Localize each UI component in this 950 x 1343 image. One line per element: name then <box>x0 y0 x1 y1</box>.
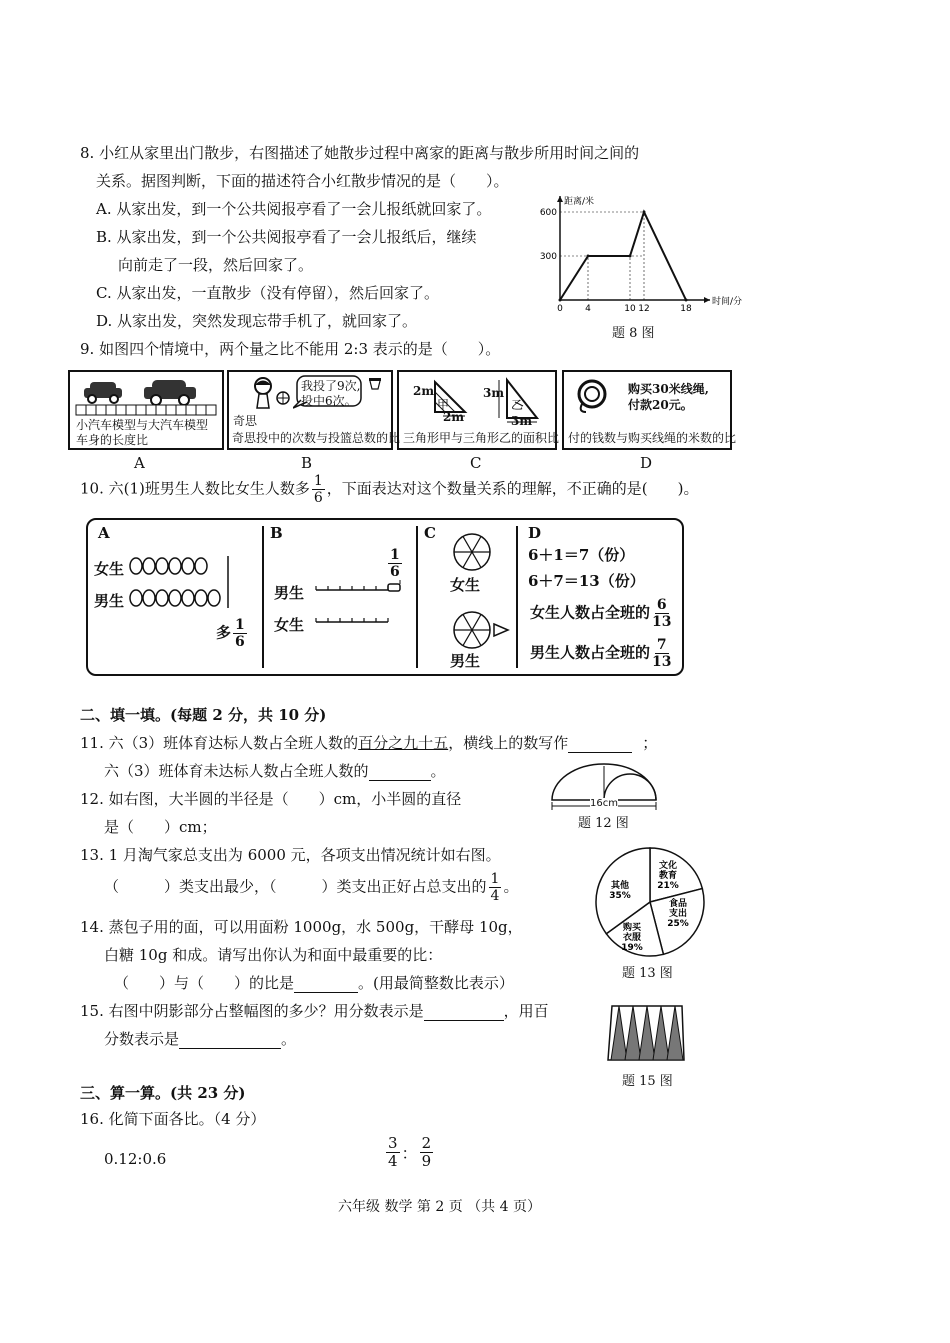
q9-box-d-text2: 付款20元。 <box>628 398 693 412</box>
q13-line2-text: （ ）类支出最少，（ ）类支出正好占总支出的 <box>104 877 487 896</box>
ruler-cell <box>146 405 156 415</box>
q15-line2-a: 分数表示是 <box>104 1030 180 1048</box>
ruler-cell <box>106 405 116 415</box>
q9-letter-c: C <box>470 454 482 472</box>
q16-frac1-num: 3 <box>388 1134 398 1152</box>
q8-option-b-line1: B. 从家出发，到一个公共阅报亭看了一会儿报纸后，继续 <box>96 228 477 246</box>
q9-box-b-bubble2: 投中6次。 <box>301 394 357 408</box>
ruler-cell <box>136 405 146 415</box>
data-point-2 <box>629 255 632 258</box>
pie-label-percent: 19% <box>621 943 643 953</box>
q16-frac1-den: 4 <box>388 1152 398 1170</box>
ruler-cell <box>196 405 206 415</box>
q9-box-c-caption: 三角形甲与三角形乙的面积比 <box>403 431 560 445</box>
q15-line1-b: ，用百 <box>503 1002 549 1020</box>
q12-dimension-label: 16cm <box>590 798 618 809</box>
q15-line2 <box>104 1028 296 1049</box>
q16-frac2-num: 2 <box>421 1134 432 1152</box>
q9-box-b-bubble1: 我投了9次, <box>301 379 361 393</box>
q9-box-c-yi: 乙 <box>511 398 524 412</box>
q11-line1-c: ； <box>642 734 658 752</box>
ruler-cell <box>156 405 166 415</box>
q10-fraction <box>312 474 325 505</box>
q10-stem-post: ，下面表达对这个数量关系的理解，不正确的是( )。 <box>326 479 699 498</box>
q10-divider-3 <box>516 526 518 668</box>
q10-c-boys-label: 男生 <box>450 652 481 670</box>
q10-stem-pre: 10. 六(1)班男生人数比女生人数多 <box>80 479 310 498</box>
x-tick-18: 18 <box>680 304 692 314</box>
q10-d-frac4-num: 7 <box>656 637 667 653</box>
q8-option-b-line2: 向前走了一段，然后回家了。 <box>118 256 314 274</box>
q13-fraction <box>489 872 502 903</box>
q10-b-letter: B <box>270 524 283 542</box>
q10-d-line2: 6＋7＝13（份） <box>528 572 645 590</box>
girl-circle <box>143 558 155 574</box>
q10-b-frac-num: 1 <box>390 547 400 563</box>
q10-d-frac4 <box>652 638 671 669</box>
q10-options-box <box>86 518 684 676</box>
q13-caption: 题 13 图 <box>622 966 673 981</box>
q12-caption: 题 12 图 <box>578 816 629 831</box>
q9-box-b-caption: 奇思投中的次数与投篮总数的比 <box>232 431 401 445</box>
q9-box-b-name: 奇思 <box>233 414 258 428</box>
x-tick-10: 10 <box>624 304 636 314</box>
x-axis-label: 时间/分 <box>712 297 743 307</box>
y-tick-300: 300 <box>539 252 557 262</box>
q10-stem <box>80 474 699 505</box>
pie-label-percent: 25% <box>667 919 689 929</box>
q10-d-line4 <box>530 638 674 669</box>
q9-box-a <box>68 370 224 450</box>
boy-circle <box>156 590 168 606</box>
q9-letter-d: D <box>640 454 653 472</box>
q10-a-fraction <box>233 618 247 649</box>
y-axis-arrow <box>557 196 563 202</box>
q16-expr2 <box>384 1136 435 1169</box>
section2-title: 二、填一填。(每题 2 分，共 10 分) <box>80 706 327 724</box>
q9-box-c <box>397 370 560 450</box>
q9-box-c-len4: 3m <box>511 414 533 428</box>
boy-circle <box>130 590 142 606</box>
ruler-cell <box>176 405 186 415</box>
ruler-cell <box>126 405 136 415</box>
pie-label-name1: 文化 <box>658 861 678 871</box>
ruler-cell <box>76 405 86 415</box>
q15-line1 <box>80 1000 549 1021</box>
ruler-cell <box>116 405 126 415</box>
q8-line-chart <box>538 192 743 317</box>
q9-box-c-len1: 2m <box>413 384 435 398</box>
page-footer: 六年级 数学 第 2 页 （共 4 页） <box>338 1199 541 1215</box>
q8-caption: 题 8 图 <box>612 326 655 341</box>
q13-pie-chart <box>590 844 710 964</box>
q9-box-a-caption2: 车身的长度比 <box>76 433 149 447</box>
q10-c-girls-label: 女生 <box>450 576 481 594</box>
data-point-0 <box>559 299 562 302</box>
q11-line2-a: 六（3）班体育未达标人数占全班人数的 <box>104 762 369 780</box>
ruler-cell <box>206 405 216 415</box>
q9-box-a-caption1: 小汽车模型与大汽车模型 <box>76 418 209 432</box>
q10-a-letter: A <box>98 524 110 542</box>
q13-line2 <box>104 872 518 903</box>
ruler-cell <box>166 405 176 415</box>
q10-divider-2 <box>416 526 418 668</box>
girl-circle <box>130 558 142 574</box>
q12-line1: 12. 如右图，大半圆的半径是（ ）cm，小半圆的直径 <box>80 790 462 808</box>
q8-stem-line1: 8. 小红从家里出门散步，右图描述了她散步过程中离家的距离与散步所用时间之间的 <box>80 144 640 162</box>
girl-circle <box>169 558 181 574</box>
q14-line3 <box>114 972 514 993</box>
q14-line3-b: 。(用最简整数比表示） <box>358 974 514 992</box>
q10-d-frac4-den: 13 <box>652 654 672 670</box>
q8-option-c: C. 从家出发，一直散步（没有停留），然后回家了。 <box>96 284 439 302</box>
x-axis-arrow <box>704 297 710 303</box>
q14-line3-a: （ ）与（ ）的比是 <box>114 974 295 992</box>
girl-circle <box>156 558 168 574</box>
q13-fraction-num: 1 <box>490 871 500 887</box>
distance-line <box>560 212 686 300</box>
q14-line2: 白糖 10g 和成。请写出你认为和面中最重要的比： <box>104 946 443 964</box>
q9-box-d-text1: 购买30米线绳, <box>628 382 709 396</box>
q10-a-more-label: 多 <box>216 623 232 642</box>
q15-blank-1[interactable] <box>424 1002 504 1021</box>
q10-d-line1: 6＋1＝7（份） <box>528 546 635 564</box>
data-point-3 <box>643 211 646 214</box>
q9-letter-b: B <box>301 454 313 472</box>
q11-line2-b: 。 <box>430 762 446 780</box>
q16-expr1: 0.12:0.6 <box>104 1150 167 1168</box>
section3-title: 三、算一算。(共 23 分) <box>80 1084 246 1102</box>
q15-blank-2[interactable] <box>179 1030 281 1049</box>
boys-extra-part <box>388 584 400 591</box>
q16-title: 16. 化简下面各比。（4 分） <box>80 1110 266 1128</box>
data-point-4 <box>685 299 688 302</box>
car-models-icon <box>74 374 218 418</box>
pie-label-name2: 支出 <box>668 909 688 919</box>
q10-b-segment-bars <box>312 580 412 628</box>
q9-letter-a: A <box>134 454 145 472</box>
q11-line1 <box>80 732 657 753</box>
q10-b-girls-label: 女生 <box>274 616 305 634</box>
data-point-1 <box>587 255 590 258</box>
boy-circle <box>182 590 194 606</box>
pie-label-name1: 其他 <box>610 881 630 891</box>
q9-box-d-caption: 付的钱数与购买线绳的米数的比 <box>568 431 737 445</box>
q10-d-frac3-den: 13 <box>652 614 672 630</box>
pie-label-name1: 食品 <box>668 899 688 909</box>
y-tick-600: 600 <box>539 208 557 218</box>
pie-label-name2: 教育 <box>658 871 678 881</box>
ruler-cell <box>86 405 96 415</box>
q15-caption: 题 15 图 <box>622 1074 673 1089</box>
q10-divider-1 <box>262 526 264 668</box>
ruler-cell <box>96 405 106 415</box>
q9-box-c-len3: 3m <box>483 386 505 400</box>
q10-a-girls-label: 女生 <box>94 560 125 578</box>
q13-fraction-den: 4 <box>490 888 500 904</box>
q12-line2: 是（ ）cm； <box>104 818 217 836</box>
q14-line1: 14. 蒸包子用的面，可以用面粉 1000g，水 500g，干酵母 10g， <box>80 918 523 936</box>
q9-box-d <box>562 370 737 450</box>
q10-fraction-num: 1 <box>313 473 323 489</box>
q9-box-c-len2: 2m <box>443 410 465 424</box>
rope-coil-icon <box>574 378 610 414</box>
q10-b-fraction <box>386 548 404 579</box>
q10-a-circles <box>128 556 238 608</box>
girl-circle <box>182 558 194 574</box>
pie-label-percent: 21% <box>657 881 679 891</box>
q10-a-boys-label: 男生 <box>94 592 125 610</box>
q10-b-frac-den: 6 <box>390 564 400 580</box>
x-tick-0: 0 <box>557 304 563 314</box>
y-axis-label: 距离/米 <box>564 197 595 207</box>
q10-d-frac3-num: 6 <box>656 597 667 613</box>
pie-label-percent: 35% <box>609 891 631 901</box>
q10-d-line3 <box>530 598 674 629</box>
q16-colon: ： <box>401 1144 418 1163</box>
q14-blank[interactable] <box>294 974 358 993</box>
q16-expr2-frac2 <box>420 1136 434 1169</box>
boy-circle <box>195 590 207 606</box>
q15-shaded-triangles-figure <box>606 1004 690 1064</box>
pie-label-name1: 购买 <box>622 923 642 933</box>
q9-box-c-jia: 甲 <box>437 398 450 412</box>
q8-option-a: A. 从家出发，到一个公共阅报亭看了一会儿报纸就回家了。 <box>96 200 492 218</box>
q13-line1: 13. 1 月淘气家总支出为 6000 元，各项支出情况统计如右图。 <box>80 846 501 864</box>
q10-a-fraction-num: 1 <box>235 617 245 633</box>
q10-a-fraction-den: 6 <box>235 634 245 650</box>
q10-fraction-den: 6 <box>313 490 323 506</box>
q11-underlined-number: 百分之九十五 <box>358 734 449 752</box>
q8-option-d: D. 从家出发，突然发现忘带手机了，就回家了。 <box>96 312 418 330</box>
q11-blank-2[interactable] <box>369 762 431 781</box>
q10-c-wheels <box>442 530 514 660</box>
boy-circle <box>143 590 155 606</box>
q8-stem-line2: 关系。据图判断，下面的描述符合小红散步情况的是（ ）。 <box>96 172 509 190</box>
q9-stem: 9. 如图四个情境中，两个量之比不能用 2:3 表示的是（ ）。 <box>80 340 501 358</box>
q16-frac2-den: 9 <box>421 1152 432 1170</box>
q10-c-letter: C <box>424 524 436 542</box>
q11-line1-a: 11. 六（3）班体育达标人数占全班人数的 <box>80 734 359 752</box>
q10-d-letter: D <box>528 524 542 542</box>
q10-b-frac <box>388 548 402 579</box>
q15-line1-a: 15. 右图中阴影部分占整幅图的多少？用分数表示是 <box>80 1002 424 1020</box>
q10-a-more <box>216 618 249 649</box>
q10-d-line3-text: 女生人数占全班的 <box>530 603 651 622</box>
x-tick-4: 4 <box>585 304 591 314</box>
q15-line2-b: 。 <box>281 1030 297 1048</box>
q10-d-frac3 <box>652 598 671 629</box>
q10-b-boys-label: 男生 <box>274 584 305 602</box>
basket-hoop-icon <box>367 376 383 392</box>
boy-circle <box>208 590 220 606</box>
girl-circle <box>195 558 207 574</box>
x-tick-12: 12 <box>638 304 650 314</box>
q11-blank-1[interactable] <box>568 734 632 753</box>
q13-line2-end: 。 <box>503 877 519 896</box>
q9-box-b <box>227 370 401 450</box>
q16-expr2-frac1 <box>386 1136 400 1169</box>
q10-d-line4-text: 男生人数占全班的 <box>530 643 651 662</box>
ruler-cell <box>186 405 196 415</box>
boy-circle <box>169 590 181 606</box>
q11-line1-b: ，横线上的数写作 <box>448 734 569 752</box>
pie-label-name2: 衣服 <box>622 933 642 943</box>
q11-line2 <box>104 760 446 781</box>
